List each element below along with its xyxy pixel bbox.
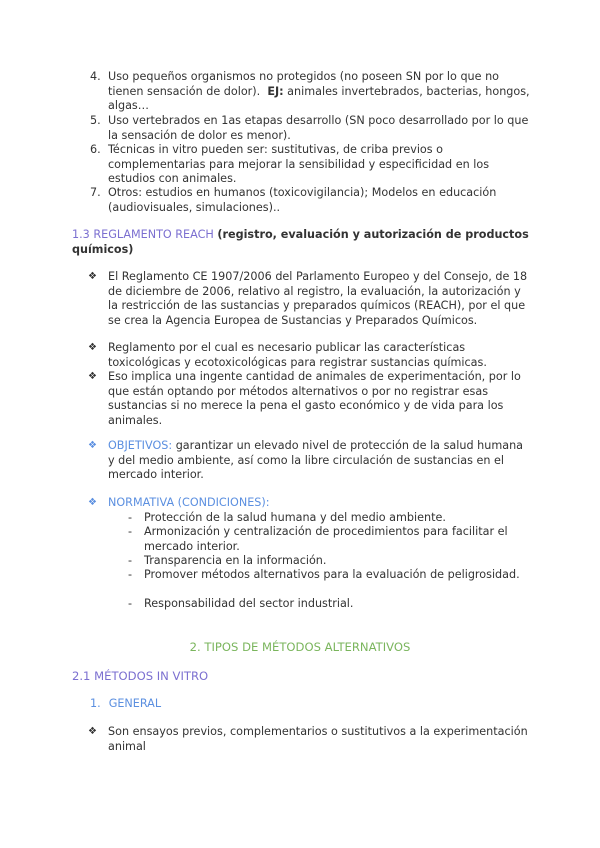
section-heading-1-3 [72, 228, 542, 257]
dash-bullet: - [128, 511, 133, 524]
bullet-text: Eso implica una ingente cantidad de animales de experimentación, por lo que están optando por métodos alternativos o por no registrar esas sustancias si no merece la pena el gasto económico y de vida para los animales. [108, 370, 521, 427]
dash-bullet: - [128, 568, 133, 581]
objetivos-label: OBJETIVOS: [108, 439, 173, 452]
bullet-item [88, 370, 530, 428]
list-text: Técnicas in vitro pueden ser: sustitutivas, de criba previos o complementarias para mejorar la sensibilidad y especificidad en los estudios con animales. [108, 143, 490, 186]
list-number: 5. [90, 114, 101, 127]
subitem-text: Armonización y centralización de procedimientos para facilitar el mercado interior. [144, 525, 508, 553]
diamond-bullet-icon: ❖ [88, 497, 97, 508]
subitem-text: Protección de la salud humana y del medio ambiente. [144, 511, 446, 524]
bullet-item [88, 725, 530, 754]
bullet-text: Reglamento por el cual es necesario publicar las características toxicológicas y ecotoxicológicas para registrar sustancias químicas. [108, 341, 487, 369]
bullet-text: Son ensayos previos, complementarios o sustitutivos a la experimentación animal [108, 725, 528, 753]
list-number: 4. [90, 70, 101, 83]
dash-bullet: - [128, 554, 133, 567]
diamond-bullet-icon: ❖ [88, 271, 97, 282]
bullet-text: El Reglamento CE 1907/2006 del Parlamento Europeo y del Consejo, de 18 de diciembre de 2006, relativo al registro, la evaluación, la autorización y la restricción de las sustancias y preparados químicos (REACH), por el que se crea la Agencia Europea de Sustancias y Preparados Químicos. [108, 270, 528, 327]
list-text: Uso pequeños organismos no protegidos (no poseen SN por lo que no tienen sensación de dolor). EJ: animales invertebrados, bacterias, hongos, algas… [108, 70, 530, 113]
diamond-bullet-icon: ❖ [88, 371, 97, 382]
list-text: Uso vertebrados en 1as etapas desarrollo (SN poco desarrollado por lo que la sensación de dolor es menor). [108, 114, 529, 142]
subitem-text: Promover métodos alternativos para la evaluación de peligrosidad. [144, 568, 520, 581]
list-number: 7. [90, 186, 101, 199]
list-text: Otros: estudios en humanos (toxicovigilancia); Modelos en educación (audiovisuales, simulaciones).. [108, 186, 497, 214]
dash-bullet: - [128, 525, 133, 538]
diamond-bullet-icon: ❖ [88, 726, 97, 737]
diamond-bullet-icon: ❖ [88, 342, 97, 353]
normativa-subitem [128, 568, 530, 583]
list-item [90, 186, 530, 215]
subitem-text: Responsabilidad del sector industrial. [144, 597, 354, 610]
normativa-subitem [128, 597, 530, 612]
normativa-subitem [128, 511, 530, 526]
diamond-bullet-icon: ❖ [88, 440, 97, 451]
subsection-general [90, 697, 161, 712]
subitem-text: Transparencia en la información. [144, 554, 327, 567]
section-number-title: 1.3 REGLAMENTO REACH [72, 228, 214, 241]
example-label: EJ: [267, 84, 284, 98]
objetivos-text: OBJETIVOS: garantizar un elevado nivel de protección de la salud humana y del medio ambiente, así como la libre circulación de sustancias en el mercado interior. [108, 439, 524, 482]
normativa-label: NORMATIVA (CONDICIONES): [108, 496, 270, 509]
subsection-number: 1. [90, 697, 101, 710]
normativa-item [88, 496, 530, 511]
section-heading-2-1: 2.1 MÉTODOS IN VITRO [72, 669, 209, 683]
section-heading-2: 2. TIPOS DE MÉTODOS ALTERNATIVOS [189, 640, 411, 654]
normativa-subitem [128, 554, 530, 569]
section-subtitle: (registro, evaluación y autorización de productos químicos) [72, 228, 529, 256]
list-item [90, 70, 530, 114]
objetivos-item [88, 439, 530, 483]
bullet-item [88, 341, 530, 370]
normativa-subitem [128, 525, 530, 554]
bullet-item [88, 270, 530, 328]
subsection-label: GENERAL [108, 697, 162, 710]
list-item [90, 143, 530, 187]
list-item [90, 114, 530, 143]
dash-bullet: - [128, 597, 133, 610]
list-number: 6. [90, 143, 101, 156]
